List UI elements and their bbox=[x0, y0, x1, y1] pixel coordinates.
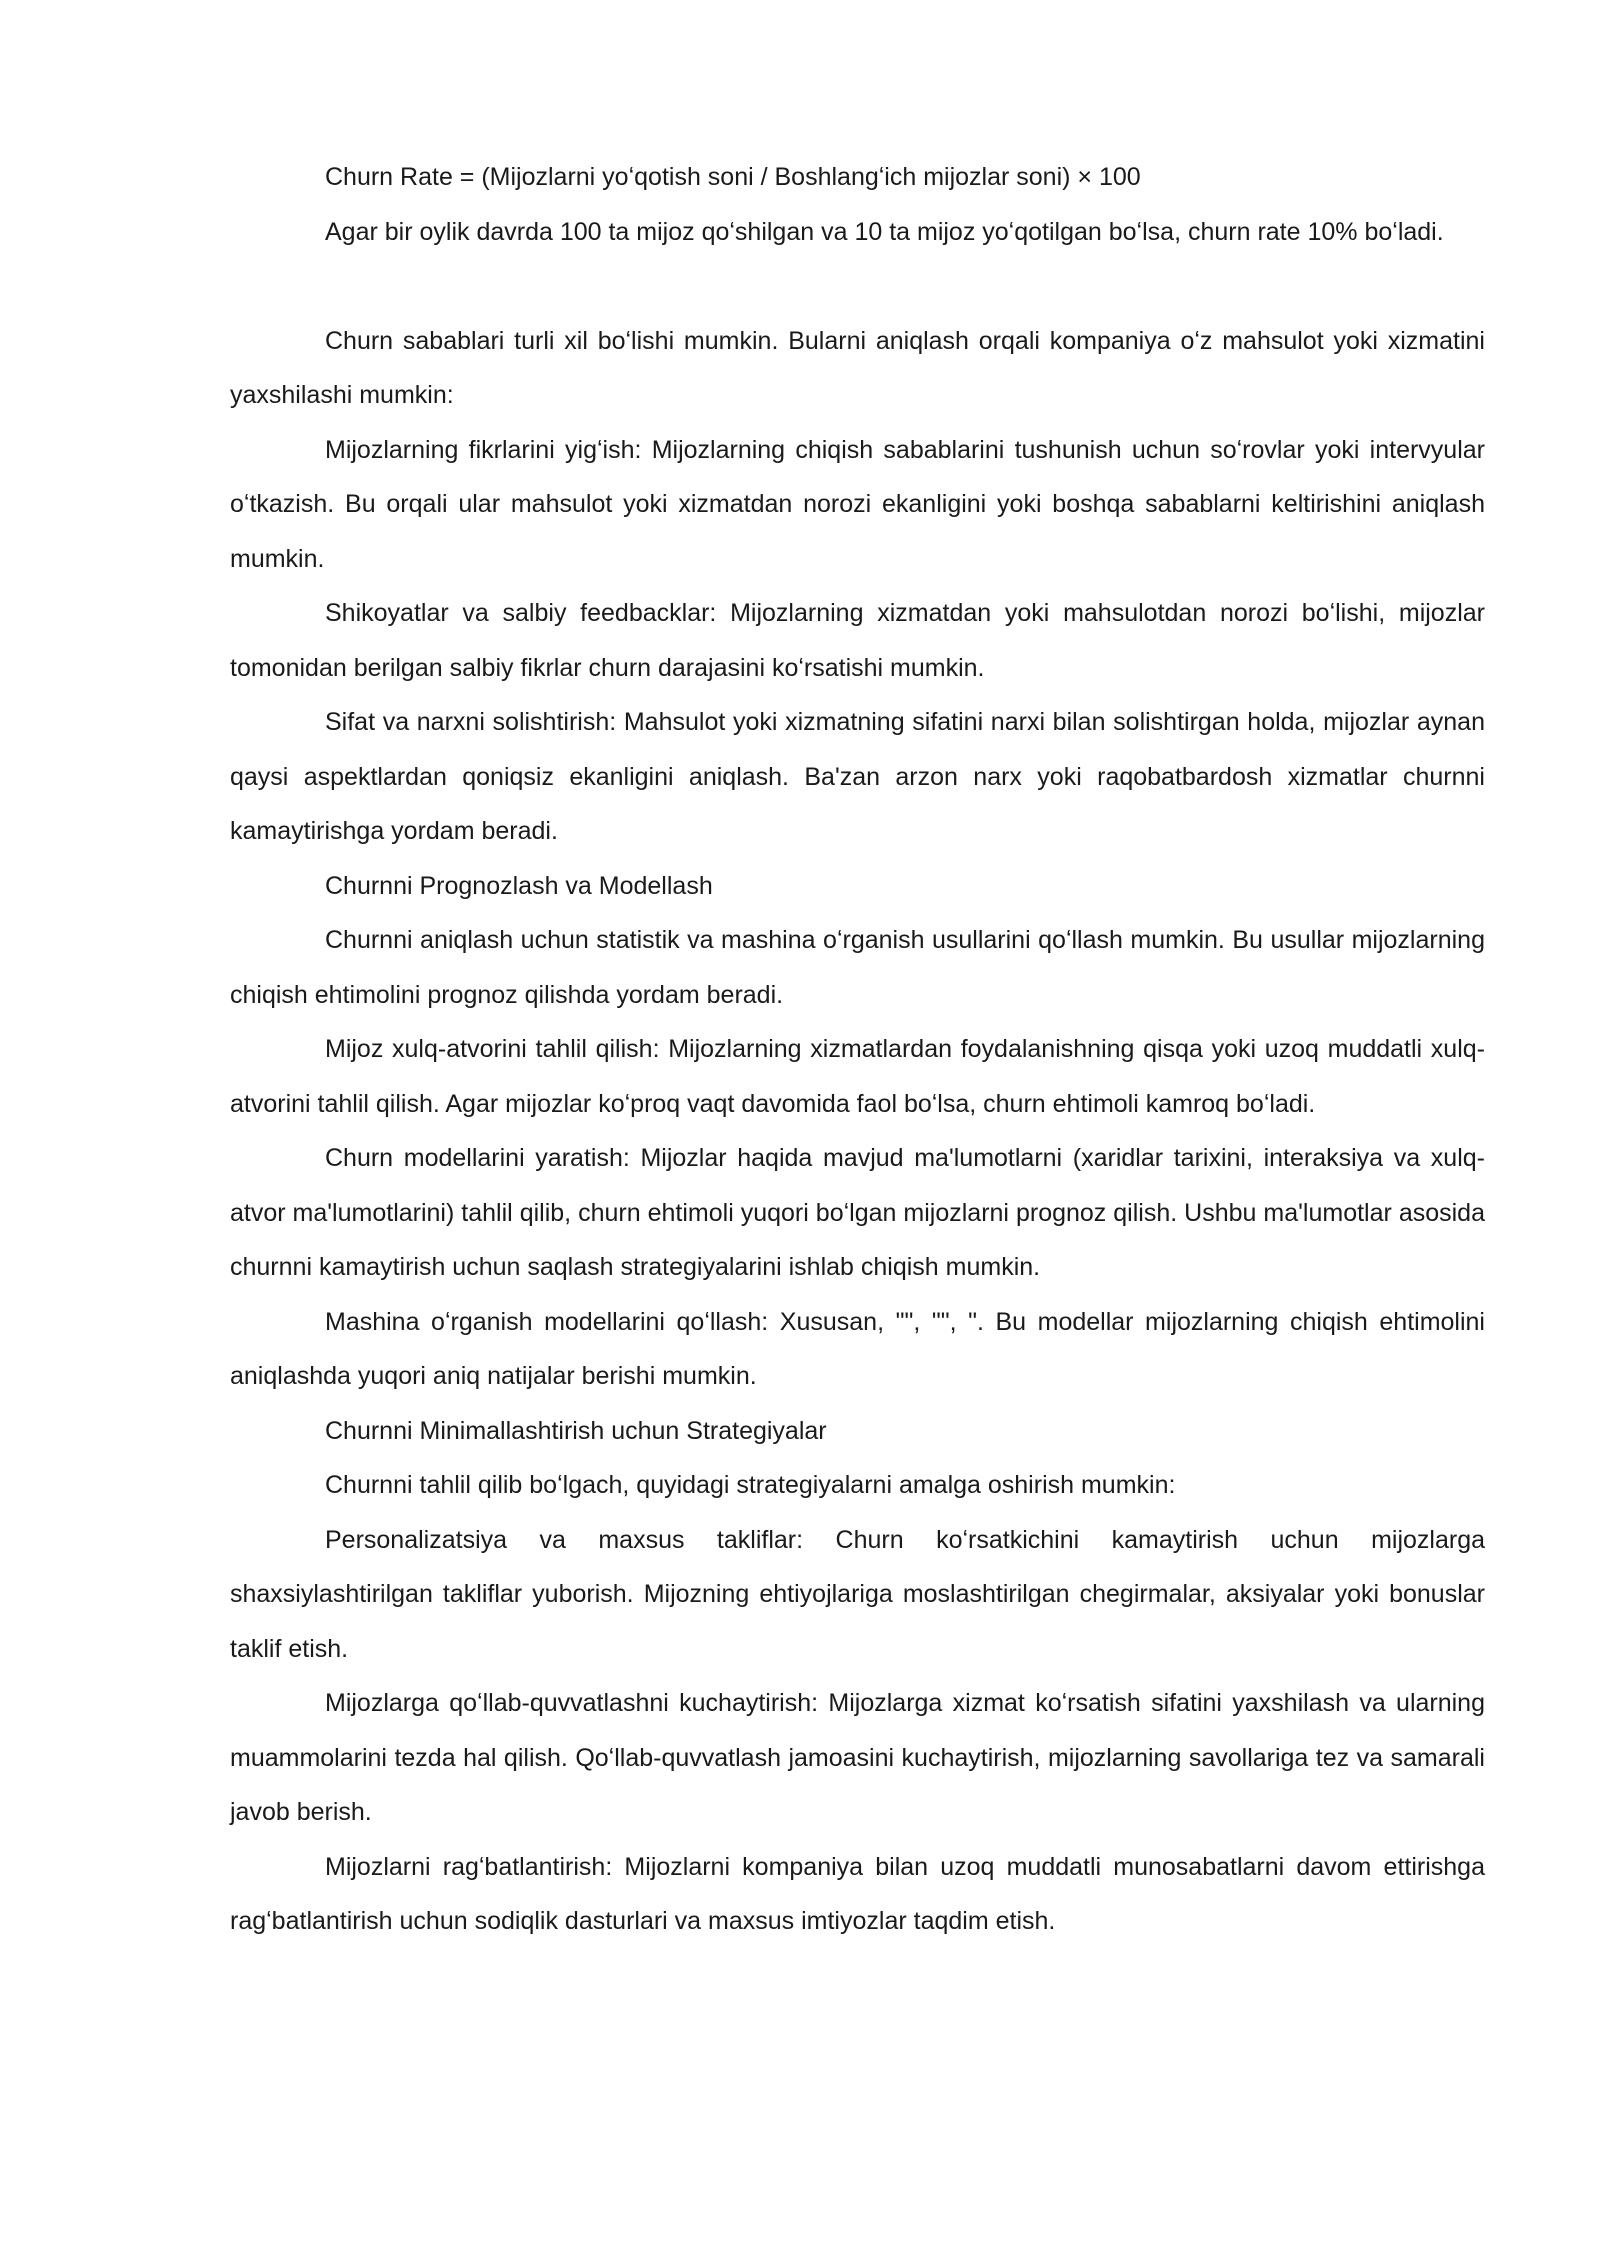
feedback-collection-paragraph: Mijozlarning fikrlarini yigʻish: Mijozlarning chiqish sabablarini tushunish uchun soʻrovlar yoki intervyular oʻtkazish. Bu orqali ular mahsulot yoki xizmatdan norozi ekanligini yoki boshqa sabablarni keltirishini aniqlash mumkin. bbox=[230, 435, 1485, 573]
complaints-paragraph: Shikoyatlar va salbiy feedbacklar: Mijozlarning xizmatdan yoki mahsulotdan norozi boʻlishi, mijozlar tomonidan berilgan salbiy fikrlar churn darajasini koʻrsatishi mumkin. bbox=[230, 599, 1485, 682]
churn-rate-example: Agar bir oylik davrda 100 ta mijoz qoʻshilgan va 10 ta mijoz yoʻqotilgan boʻlsa, churn rate 10% boʻladi. bbox=[325, 217, 1444, 246]
behavior-analysis-paragraph: Mijoz xulq-atvorini tahlil qilish: Mijozlarning xizmatlardan foydalanishning qisqa yoki uzoq muddatli xulq-atvorini tahlil qilish. Agar mijozlar koʻproq vaqt davomida faol boʻlsa, churn ehtimoli kamroq boʻladi. bbox=[230, 1035, 1485, 1118]
section-heading-strategies: Churnni Minimallashtirish uchun Strategiyalar bbox=[325, 1416, 827, 1445]
section-heading-forecasting: Churnni Prognozlash va Modellash bbox=[325, 871, 713, 900]
incentives-paragraph: Mijozlarni ragʻbatlantirish: Mijozlarni kompaniya bilan uzoq muddatli munosabatlarni davom ettirishga ragʻbatlantirish uchun sodiqlik dasturlari va maxsus imtiyozlar taqdim etish. bbox=[230, 1852, 1485, 1935]
quality-price-paragraph: Sifat va narxni solishtirish: Mahsulot yoki xizmatning sifatini narxi bilan solishtirgan holda, mijozlar aynan qaysi aspektlardan qoniqsiz ekanligini aniqlash. Ba'zan arzon narx yoki raqobatbardosh xizmatlar churnni kamaytirishga yordam beradi. bbox=[230, 708, 1485, 845]
churn-models-paragraph: Churn modellarini yaratish: Mijozlar haqida mavjud ma'lumotlarni (xaridlar tarixini, interaksiya va xulq-atvor ma'lumotlarini) tahlil qilib, churn ehtimoli yuqori boʻlgan mijozlarni prognoz qilish. Ushbu ma'lumotlar asosida churnni kamaytirish uchun saqlash strategiyalarini ishlab chiqish mumkin. bbox=[230, 1144, 1485, 1281]
strategies-intro-paragraph: Churnni tahlil qilib boʻlgach, quyidagi strategiyalarni amalga oshirish mumkin: bbox=[325, 1471, 1176, 1499]
document-body bbox=[230, 150, 1485, 1949]
machine-learning-paragraph: Mashina oʻrganish modellarini qoʻllash: Xususan, "", "", ". Bu modellar mijozlarning chiqish ehtimolini aniqlashda yuqori aniq natijalar berishi mumkin. bbox=[230, 1307, 1485, 1390]
personalization-paragraph: Personalizatsiya va maxsus takliflar: Churn koʻrsatkichini kamaytirish uchun mijozlarga shaxsiylashtirilgan takliflar yuborish. Mijozning ehtiyojlariga moslashtirilgan chegirmalar, aksiyalar yoki bonuslar taklif etish. bbox=[230, 1525, 1485, 1663]
churn-rate-formula: Churn Rate = (Mijozlarni yoʻqotish soni / Boshlangʻich mijozlar soni) × 100 bbox=[325, 163, 1141, 191]
support-paragraph: Mijozlarga qoʻllab-quvvatlashni kuchaytirish: Mijozlarga xizmat koʻrsatish sifatini yaxshilash va ularning muammolarini tezda hal qilish. Qoʻllab-quvvatlash jamoasini kuchaytirish, mijozlarning savollariga tez va samarali javob berish. bbox=[230, 1689, 1485, 1826]
forecasting-intro-paragraph: Churnni aniqlash uchun statistik va mashina oʻrganish usullarini qoʻllash mumkin. Bu usullar mijozlarning chiqish ehtimolini prognoz qilishda yordam beradi. bbox=[230, 926, 1485, 1009]
churn-causes-intro: Churn sabablari turli xil boʻlishi mumkin. Bularni aniqlash orqali kompaniya oʻz mahsulot yoki xizmatini yaxshilashi mumkin: bbox=[230, 326, 1485, 409]
